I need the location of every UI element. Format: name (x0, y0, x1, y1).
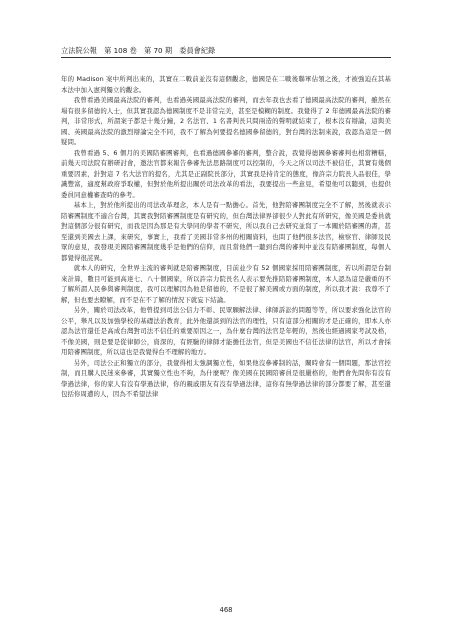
body-text (61, 74, 391, 400)
paragraph-7: 另外，司法公正和獨立的部分，我覺得相太強調獨立性，如果他沒參審制的話，關時會有一個問題，那法官控制，而且購人民迷來參審，其實獨立性也不夠，為什麼呢？像美國在民國陪審員是很嚴格的，他們會先問你有沒有學過法律，你的家人有沒有學過法律，你的親戚朋友有沒有學過法律，這你有無學過法律的部分都要了解，甚至還包括你周遭的人，因為不希望法律 (61, 358, 391, 398)
header-divider (61, 57, 391, 58)
paragraph-5: 就本人的研究，全世界主流的審判就是陪審團制度，目前並少有 52 個國家採用陪審團制度，若以所謂是台制來計算，數目可能到高達七、八十個國家，所以許宗力院長名人表示要先推陪陪審團制度，本人認為這是嚴重的不了解所謂人民參與審判制度，我可以理解因為他是留德的，不是很了解美國或方面的制度，所以我才說：我尊不了解，但也要去瞭解，而不是在不了解的情況下就妄下結論。 (61, 264, 391, 304)
paragraph-2: 我曾看過美國最高法院的審判，也看過英國最高法院的審判，而去年我也去看了德國最高法院的審判，雖然在場有很多留德的人士，但其實我認為德國制度不是非常完美，甚至是模糊的制度。我覺得了 2 年德國最高法院的審判，非常形式，所謂案子都是十幾分鐘，2 名法官、1 名書判長只問兩造的聲明就結束了，根本沒有辯論，這與美國、英國最高法院的激烈辯論完全不同，我不了解為何要提名德國參留德的，對台灣的法制來說，我認為這是一個疑問。 (61, 96, 391, 146)
paragraph-3: 我曾看過 5、6 個月的美國陪審團審判，也看過德國參審的審判，整合說，我覺得德國參審審判也相當糟糕，前幾天司法院有辦研討會，邀法官都來報告參審先法思路制度可以控制的，今天之所以司法不被信任，其實有幾個重要因素，針對這 7 名大法官的提名，尤其是正副院長部分，其實我是持肯定的態度，像許宗力院長人品很佳，學識豐富，適度幫政府爭取權，但對於他所提出關於司法改革的看法，我要提出一些意見，希望他可以聽到，也提供委員同意權審查時的參考。 (61, 148, 391, 199)
paragraph-1: 年的 Madison 案中所判出來的，其實在二戰前並沒有這個觀念，德國是在二戰後聯軍佔領之後，才被強迫在其基本法中加入憲判獨立的觀念。 (61, 75, 391, 94)
paragraph-6: 另外，關於司法改革，他曾提到司法公信力不彰、民眾願解法律、律師訴訟約問題等等，所以要求強化法官的公平，舉凡以及加強學校的基礎法治教育，此外他還談到的法官的理性，只有這部分相關的才是正確的，即本人亦認為法官還任是高成台灣對司法不信任的重要原因之一，為什麼台灣的法官是年輕的，然後也經過國家考試及格，不像美國，則是要是從律師公，資深的，有經驗的律師才能擔任法官，但是美國也不信任法律的法官，所以才會採用陪審團制度，所以這也是我覺得台不理解的地方。 (61, 306, 391, 356)
page-header: 立法院公報 第 108 卷 第 70 期 委員會紀錄 (61, 46, 216, 55)
paragraph-4: 基本上，對於他所提出的司法改革理念，本人是有一點擔心。首先，他對陪審團制度完全不了解，然後就表示陪審團制度不適合台灣，其實我對陪審團制度是有研究的，但台灣法律界卻很少人對此有所研究，像美國是委員就對這個部分很有研究，而我是因為那是有大學同的學者不研究，所以我自己去研究並寫了一本關於陪審團的書，甚至還到美國去上課，來研究，事實上，我看了美國非常多州的相關資料，也問了他們很多法官，檢察官、律師及民眾的意見，我發現美國陪審團制度幾乎是他們的信仰，而且當他們一聽到台灣的審判中並沒有陪審團制度，每個人都覺得很詫異。 (61, 201, 391, 262)
page-number: 468 (219, 606, 233, 614)
